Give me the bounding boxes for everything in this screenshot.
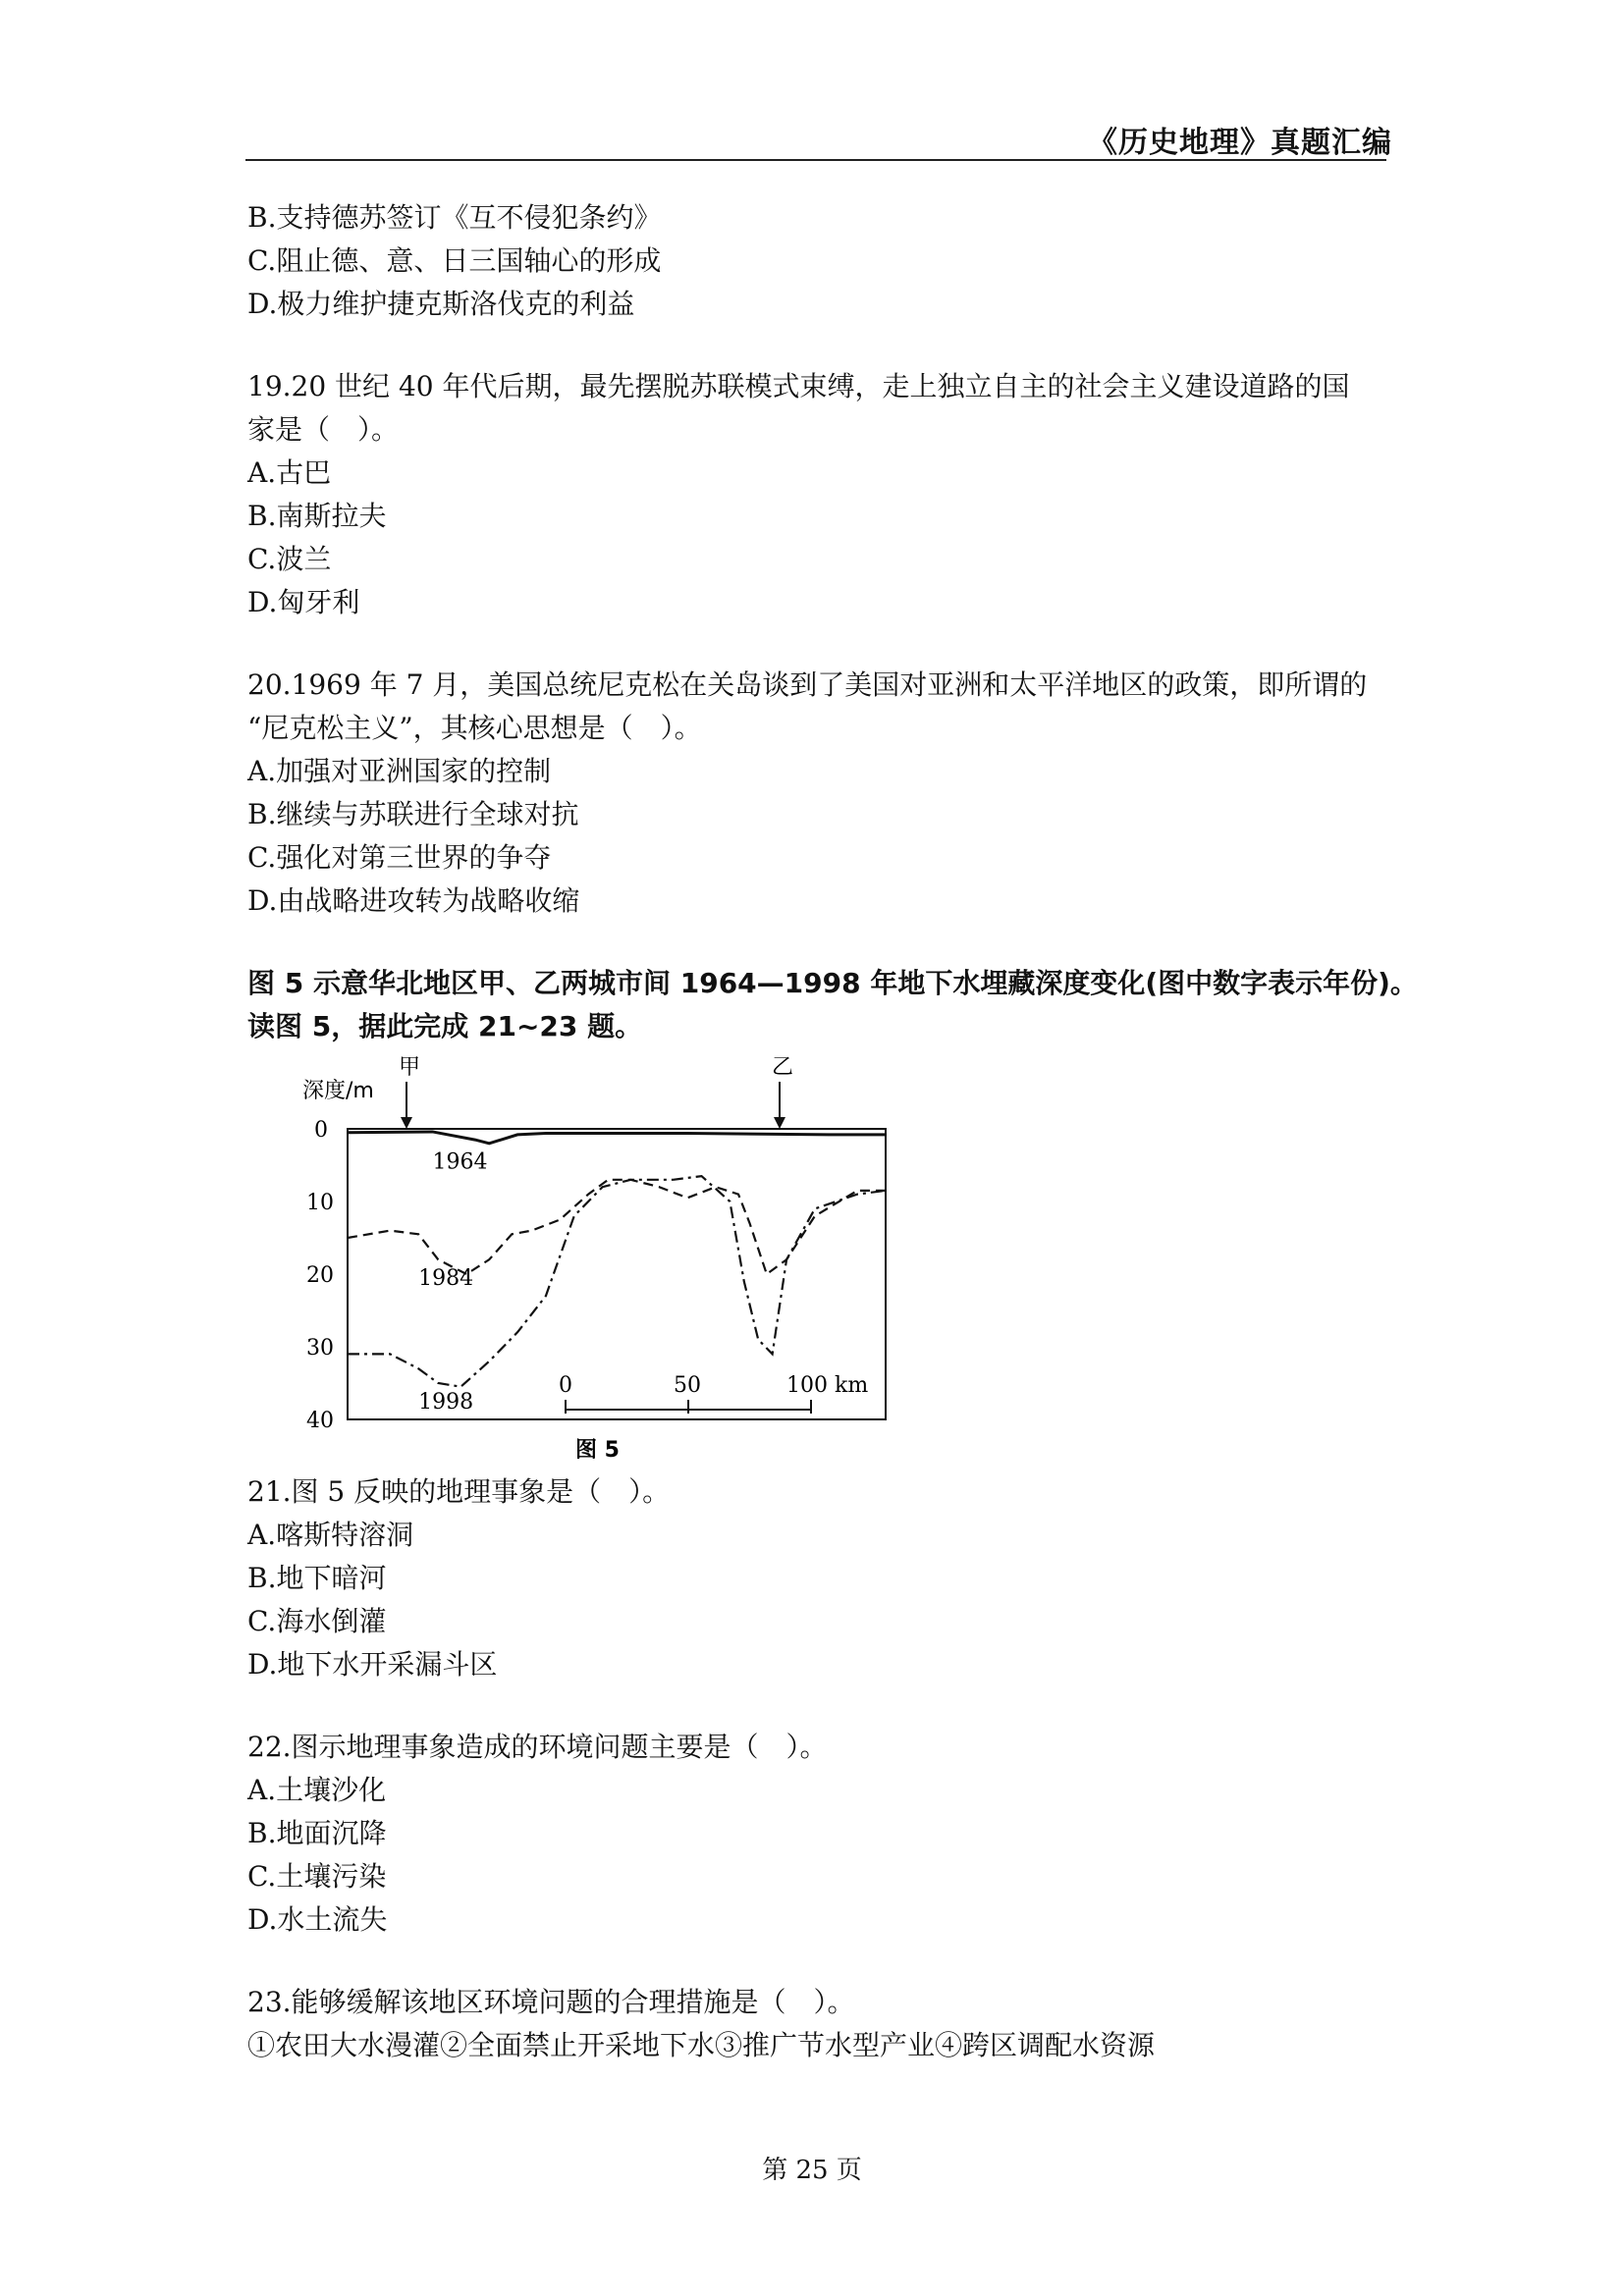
- scale-label-100: 100 km: [786, 1373, 869, 1398]
- q20-stem-line2: “尼克松主义”，其核心思想是（ ）。: [247, 712, 702, 744]
- q18-option-b: B.支持德苏签订《互不侵犯条约》: [247, 201, 662, 234]
- scale-label-0: 0: [559, 1373, 572, 1398]
- q22-option-b: B.地面沉降: [247, 1817, 387, 1849]
- city-a-label: 甲: [399, 1055, 421, 1080]
- y-tick-label-20: 20: [306, 1263, 334, 1288]
- groundwater-depth-chart: [271, 1048, 958, 1470]
- q22-option-c: C.土壤污染: [247, 1860, 387, 1893]
- q19-option-c: C.波兰: [247, 543, 332, 575]
- y-tick-label-40: 40: [306, 1409, 334, 1433]
- q20-option-d: D.由战略进攻转为战略收缩: [247, 884, 580, 917]
- q19-stem-line2: 家是（ ）。: [247, 413, 400, 446]
- year-label-1964: 1964: [432, 1149, 488, 1175]
- q19-stem-line1: 19.20 世纪 40 年代后期，最先摆脱苏联模式束缚，走上独立自主的社会主义建设道路的国: [247, 370, 1350, 402]
- q21-stem: 21.图 5 反映的地理事象是（ ）。: [247, 1475, 671, 1508]
- figure-intro-line2: 读图 5，据此完成 21~23 题。: [247, 1010, 643, 1042]
- y-tick-label-30: 30: [306, 1336, 334, 1361]
- y-tick-label-10: 10: [306, 1191, 334, 1215]
- series-line-1964: [348, 1132, 886, 1144]
- year-label-1998: 1998: [418, 1389, 474, 1415]
- y-axis-label: 深度/m: [302, 1079, 374, 1103]
- q18-option-c: C.阻止德、意、日三国轴心的形成: [247, 244, 662, 277]
- q21-option-d: D.地下水开采漏斗区: [247, 1648, 498, 1681]
- page-number: 第 25 页: [762, 2156, 862, 2185]
- figure-caption: 图 5: [575, 1438, 620, 1463]
- q20-stem-line1: 20.1969 年 7 月，美国总统尼克松在关岛谈到了美国对亚洲和太平洋地区的政策，即所谓的: [247, 668, 1368, 701]
- q19-option-b: B.南斯拉夫: [247, 500, 387, 532]
- q20-option-a: A.加强对亚洲国家的控制: [247, 755, 552, 787]
- q23-items: ①农田大水漫灌②全面禁止开采地下水③推广节水型产业④跨区调配水资源: [247, 2029, 1156, 2061]
- q19-option-d: D.匈牙利: [247, 586, 360, 618]
- q20-option-c: C.强化对第三世界的争夺: [247, 841, 552, 874]
- year-label-1984: 1984: [418, 1266, 474, 1292]
- y-tick-label-0: 0: [314, 1118, 328, 1143]
- page-content: [247, 196, 1418, 2067]
- header-rule: [245, 159, 1386, 161]
- scale-label-50: 50: [674, 1373, 701, 1398]
- q22-stem: 22.图示地理事象造成的环境问题主要是（ ）。: [247, 1731, 828, 1763]
- q23-stem: 23.能够缓解该地区环境问题的合理措施是（ ）。: [247, 1986, 855, 2018]
- q21-option-b: B.地下暗河: [247, 1562, 387, 1594]
- q18-option-d: D.极力维护捷克斯洛伐克的利益: [247, 288, 635, 320]
- q22-option-d: D.水土流失: [247, 1903, 388, 1936]
- figure-intro-line1: 图 5 示意华北地区甲、乙两城市间 1964—1998 年地下水埋藏深度变化(图中数字表示年份)。: [247, 967, 1418, 999]
- groundwater-figure: [271, 1048, 958, 1470]
- q22-option-a: A.土壤沙化: [247, 1774, 387, 1806]
- city-b-label: 乙: [772, 1055, 794, 1080]
- q20-option-b: B.继续与苏联进行全球对抗: [247, 798, 579, 830]
- page-header-title: 《历史地理》真题汇编: [1088, 126, 1392, 160]
- q21-option-a: A.喀斯特溶洞: [247, 1519, 414, 1551]
- q21-option-c: C.海水倒灌: [247, 1605, 387, 1637]
- city-a-arrow-head: [401, 1117, 412, 1129]
- city-b-arrow-head: [774, 1117, 785, 1129]
- q19-option-a: A.古巴: [247, 456, 332, 489]
